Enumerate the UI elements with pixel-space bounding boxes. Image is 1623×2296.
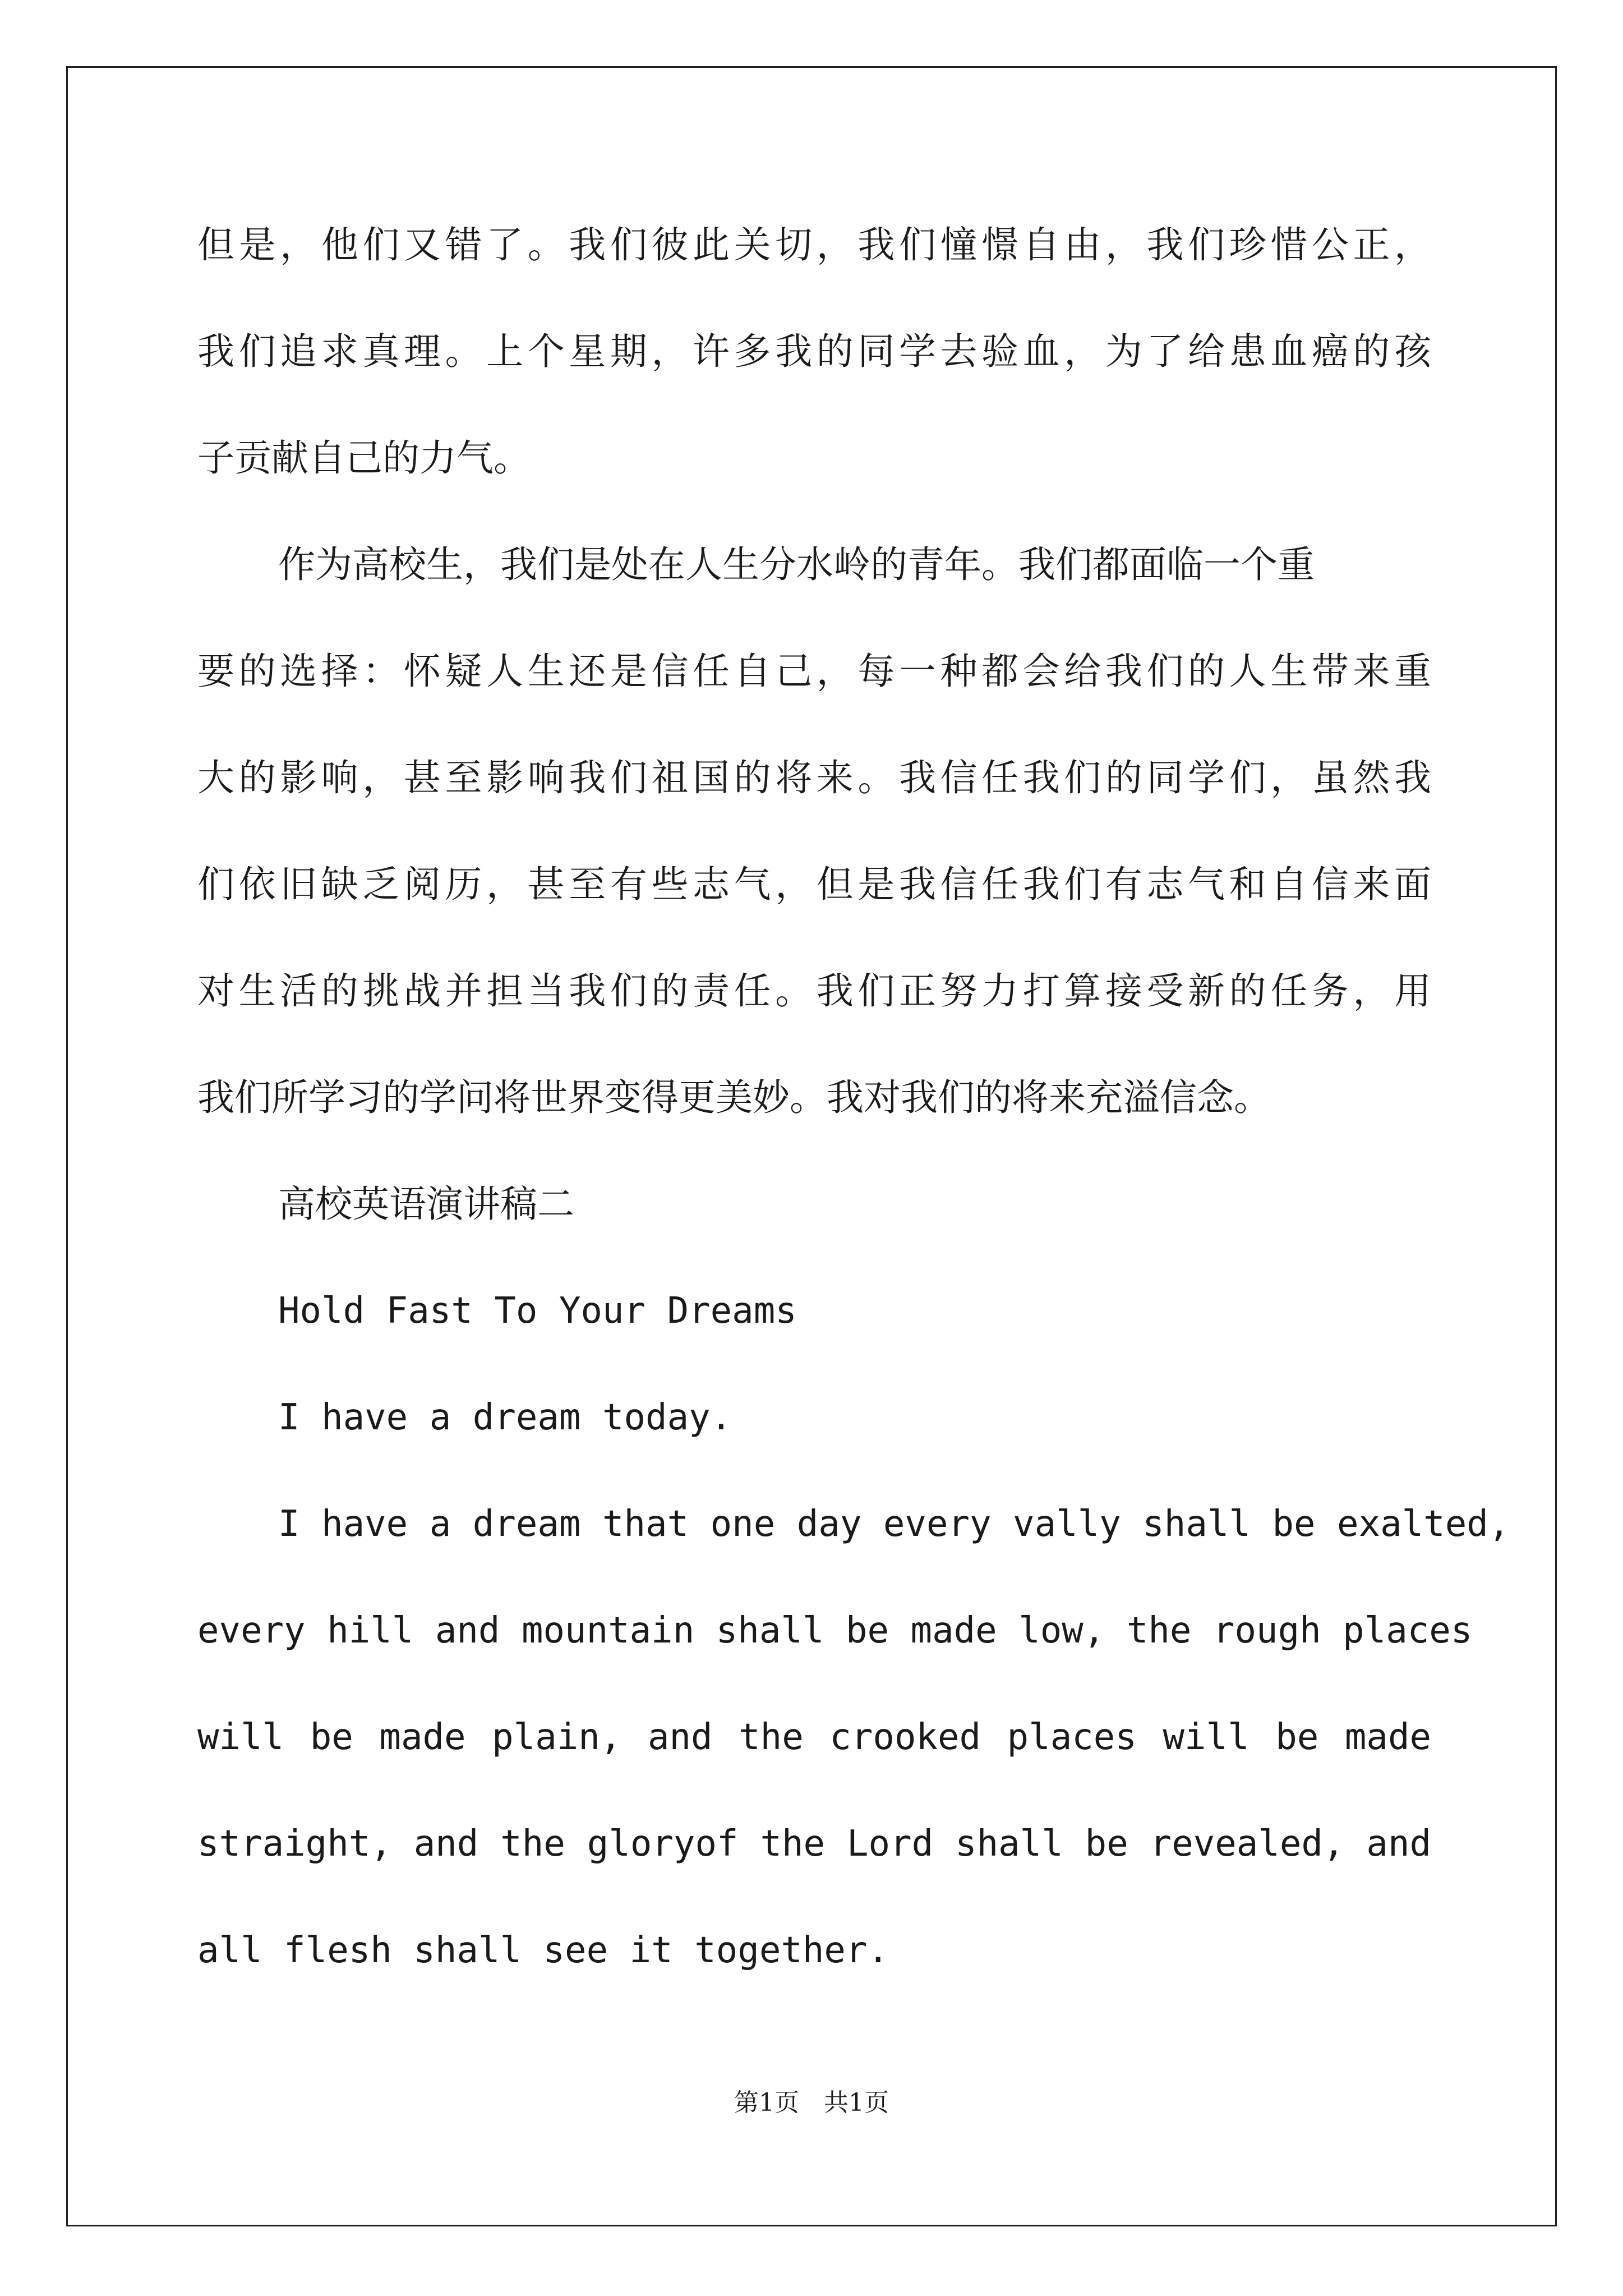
text-line: straight, and the gloryof the Lord shall be revealed, and — [197, 1823, 1431, 1865]
text-line: will be made plain, and the crooked places will be made — [197, 1717, 1431, 1758]
text-line: every hill and mountain shall be made low, the rough places — [197, 1610, 1473, 1651]
page-footer: 第1页 共1页 — [734, 2088, 889, 2117]
text-line: 对生活的挑战并担当我们的责任。我们正努力打算接受新的任务，用 — [197, 969, 1431, 1013]
text-line: 们依旧缺乏阅历，甚至有些志气，但是我信任我们有志气和自信来面 — [197, 863, 1431, 906]
text-line: 要的选择：怀疑人生还是信任自己，每一种都会给我们的人生带来重 — [197, 650, 1431, 693]
document-body — [197, 209, 1510, 2021]
text-line: 子贡献自己的力气。 — [197, 436, 531, 480]
text-line: all flesh shall see it together. — [197, 1930, 889, 1971]
text-line: 但是，他们又错了。我们彼此关切，我们憧憬自由，我们珍惜公正， — [197, 223, 1431, 266]
text-line: 我们追求真理。上个星期，许多我的同学去验血，为了给患血癌的孩 — [197, 330, 1431, 373]
text-line: I have a dream that one day every vally shall be exalted, — [278, 1503, 1510, 1545]
text-line: 大的影响，甚至影响我们祖国的将来。我信任我们的同学们，虽然我 — [197, 756, 1431, 799]
text-line: 作为高校生，我们是处在人生分水岭的青年。我们都面临一个重 — [278, 543, 1315, 586]
section-heading: 高校英语演讲稿二 — [278, 1182, 574, 1226]
speech-title: Hold Fast To Your Dreams — [278, 1290, 797, 1332]
text-line: 我们所学习的学问将世界变得更美妙。我对我们的将来充溢信念。 — [197, 1076, 1271, 1119]
text-line: I have a dream today. — [278, 1397, 732, 1438]
